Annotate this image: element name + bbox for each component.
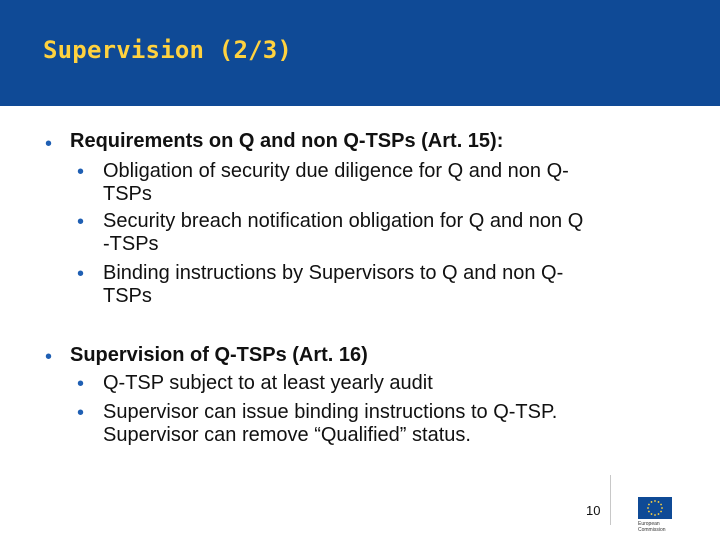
european-commission-logo-icon <box>634 496 692 532</box>
list-item <box>103 262 693 308</box>
slide-title: Supervision (2/3) <box>43 36 293 64</box>
list-item-line: TSPs <box>103 285 152 307</box>
bullet-icon: • <box>77 263 85 285</box>
logo-text-line1: European <box>638 521 660 527</box>
list-item-line: Binding instructions by Supervisors to Q and non Q- <box>103 262 564 284</box>
eu-star-icon <box>651 501 653 503</box>
eu-star-icon <box>661 507 663 509</box>
bullet-icon: • <box>77 161 85 183</box>
list-item-line: TSPs <box>103 183 152 205</box>
bullet-icon: • <box>77 373 85 395</box>
eu-star-icon <box>648 504 650 506</box>
list-item-line: Supervisor can remove “Qualified” status. <box>103 424 471 446</box>
list-item-line: Security breach notification obligation for Q and non Q <box>103 210 584 232</box>
list-item-line: Supervisor can issue binding instructions to Q-TSP. <box>103 401 558 423</box>
footer-divider <box>610 475 611 525</box>
title-banner <box>0 0 720 106</box>
list-item <box>103 401 693 447</box>
eu-star-icon <box>647 507 649 509</box>
eu-star-icon <box>658 501 660 503</box>
page-number: 10 <box>586 503 601 518</box>
logo-text-line2: Commission <box>638 527 666 532</box>
bullet-icon: • <box>77 211 85 233</box>
eu-star-icon <box>660 504 662 506</box>
eu-star-icon <box>651 513 653 515</box>
list-item <box>103 160 693 206</box>
section-heading: Requirements on Q and non Q-TSPs (Art. 15): <box>70 130 504 152</box>
list-item-line: Q-TSP subject to at least yearly audit <box>103 372 433 394</box>
eu-star-icon <box>660 511 662 513</box>
bullet-icon: • <box>45 133 53 155</box>
eu-star-icon <box>654 500 656 502</box>
bullet-icon: • <box>45 346 53 368</box>
list-item <box>103 372 693 395</box>
eu-star-icon <box>658 513 660 515</box>
section-heading: Supervision of Q-TSPs (Art. 16) <box>70 344 368 366</box>
list-item-line: -TSPs <box>103 233 159 255</box>
list-item <box>103 210 693 256</box>
eu-star-icon <box>648 511 650 513</box>
eu-star-icon <box>654 514 656 516</box>
list-item-line: Obligation of security due diligence for Q and non Q- <box>103 160 569 182</box>
bullet-icon: • <box>77 402 85 424</box>
